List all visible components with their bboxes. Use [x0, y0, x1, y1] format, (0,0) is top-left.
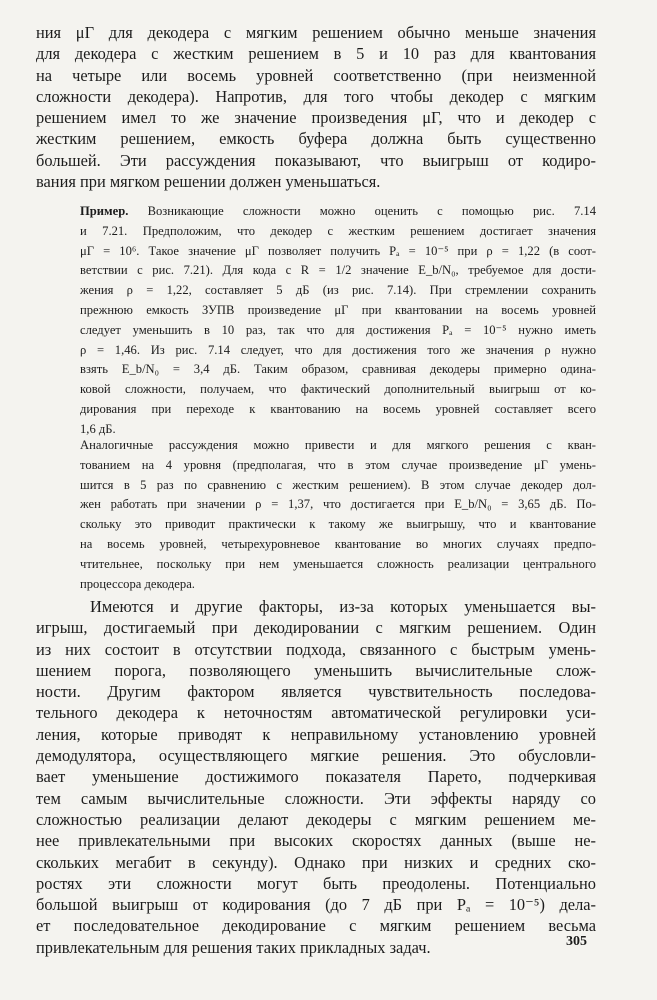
text-line: скольку это приводит практически к такому же выигрышу, что и квантование: [80, 517, 596, 532]
text-line: для декодера с жестким решением в 5 и 10 раз для квантования: [36, 44, 596, 64]
text-line: сложности декодера). Напротив, для того чтобы декодер с мягким: [36, 86, 596, 106]
text-line: на восемь уровней, четырехуровневое квантование во многих случаях предпо-: [80, 536, 596, 551]
text-line: игрыш, достигаемый при декодировании с мягким решением. Один: [36, 618, 596, 638]
text-line: Аналогичные рассуждения можно привести и для мягкого решения с кван-: [80, 438, 596, 452]
text-line: нее привлекательными при высоких скоростях данных (выше не-: [36, 831, 596, 851]
text-line: большей. Эти рассуждения показывают, что выигрыш от кодиро-: [36, 150, 596, 170]
example-paragraph: [80, 202, 596, 440]
text-line: прежнюю емкость ЗУПВ произведение μΓ при квантовании на восемь уровней: [80, 302, 596, 317]
text-line: тованием на 4 уровня (предполагая, что в этом случае произведение μΓ умень-: [80, 457, 596, 472]
text-line: привлекательным для решения таких прикладных задач.: [36, 937, 431, 957]
paragraph-4: [36, 596, 596, 958]
text-line: μΓ = 10⁶. Такое значение μΓ позволяет получить Pₐ = 10⁻⁵ при ρ = 1,22 (в соот-: [80, 243, 596, 258]
text-line: ветствии с рис. 7.21). Для кода с R = 1/2 значение E_b/N₀, требуемое для дости-: [80, 263, 596, 278]
text-line: из них состоит в отсутствии подхода, связанного с быстрым умень-: [36, 639, 596, 659]
text-line: жен работать при значении ρ = 1,37, что достигается при E_b/N₀ = 3,65 дБ. По-: [80, 497, 596, 512]
text-line: ковой сложности, получаем, что фактический дополнительный выигрыш от ко-: [80, 382, 596, 397]
text-line: шением порога, позволяющего уменьшить вычислительные слож-: [36, 660, 596, 680]
text-line: скольких мегабит в секунду). Однако при низких и средних ско-: [36, 852, 596, 872]
text-line: процессора декодера.: [80, 576, 195, 591]
text-line: жестким решением, емкость буфера должна быть существенно: [36, 129, 596, 149]
text-line: чтительнее, поскольку при нем уменьшается сложность реализации центрального: [80, 556, 596, 571]
text-line: на четыре или восемь уровней соответственно (при неизменной: [36, 65, 596, 85]
text-line: следует уменьшить в 10 раз, так что для достижения Pₐ = 10⁻⁵ нужно иметь: [80, 322, 596, 337]
text-line: Имеются и другие факторы, из-за которых уменьшается вы-: [90, 597, 596, 616]
page-number: 305: [566, 934, 587, 949]
text-line: тем самым вычислительные сложности. Эти эффекты наряду со: [36, 788, 596, 808]
text-line: дирования при переходе к квантованию на восемь уровней составляет всего: [80, 401, 596, 416]
text-line: большой выигрыш от кодирования (до 7 дБ при Pₐ = 10⁻⁵) дела-: [36, 895, 596, 915]
text-line: ρ = 1,46. Из рис. 7.14 следует, что для достижения того же значения ρ нужно: [80, 342, 596, 357]
text-line: решением имел то же значение произведения μΓ, что и декодер с: [36, 108, 596, 128]
text-line: сложностью реализации делают декодеры с мягким решением ме-: [36, 809, 596, 829]
text-line: ростях эти сложности могут быть преодолены. Потенциально: [36, 873, 596, 893]
text-line: демодулятора, осуществляющего мягкие решения. Это обусловли-: [36, 746, 596, 766]
text-line-content: Возникающие сложности можно оценить с помощью рис. 7.14: [147, 204, 596, 218]
text-line: тельного декодера к неточностям автоматической регулировки уси-: [36, 703, 596, 723]
text-line: и 7.21. Предположим, что декодер с жестким решением достигает значения: [80, 223, 596, 238]
text-line: вания при мягком решении должен уменьшаться.: [36, 172, 381, 192]
text-line: ления, которые приводят к неправильному установлению уровней: [36, 724, 596, 744]
text-line: ния μΓ для декодера с мягким решением обычно меньше значения: [36, 23, 596, 42]
text-line: вает уменьшение достижимого показателя Парето, подчеркивая: [36, 767, 596, 787]
text-line: ности. Другим фактором является чувствительность последова-: [36, 682, 596, 702]
text-line: ет последовательное декодирование с мягким решением весьма: [36, 916, 596, 936]
text-line: жения ρ = 1,22, составляет 5 дБ (из рис. 7.14). При стремлении сохранить: [80, 283, 596, 298]
text-line: [80, 202, 596, 222]
text-line: 1,6 дБ.: [80, 421, 116, 436]
paragraph-1: [36, 22, 596, 192]
example-label: Пример.: [80, 204, 129, 218]
paragraph-3: [80, 436, 596, 594]
text-line: шится в 5 раз по сравнению с жестким решением). В этом случае декодер дол-: [80, 477, 596, 492]
text-line: взять E_b/N₀ = 3,4 дБ. Таким образом, сравнивая декодеры примерно одина-: [80, 362, 596, 377]
